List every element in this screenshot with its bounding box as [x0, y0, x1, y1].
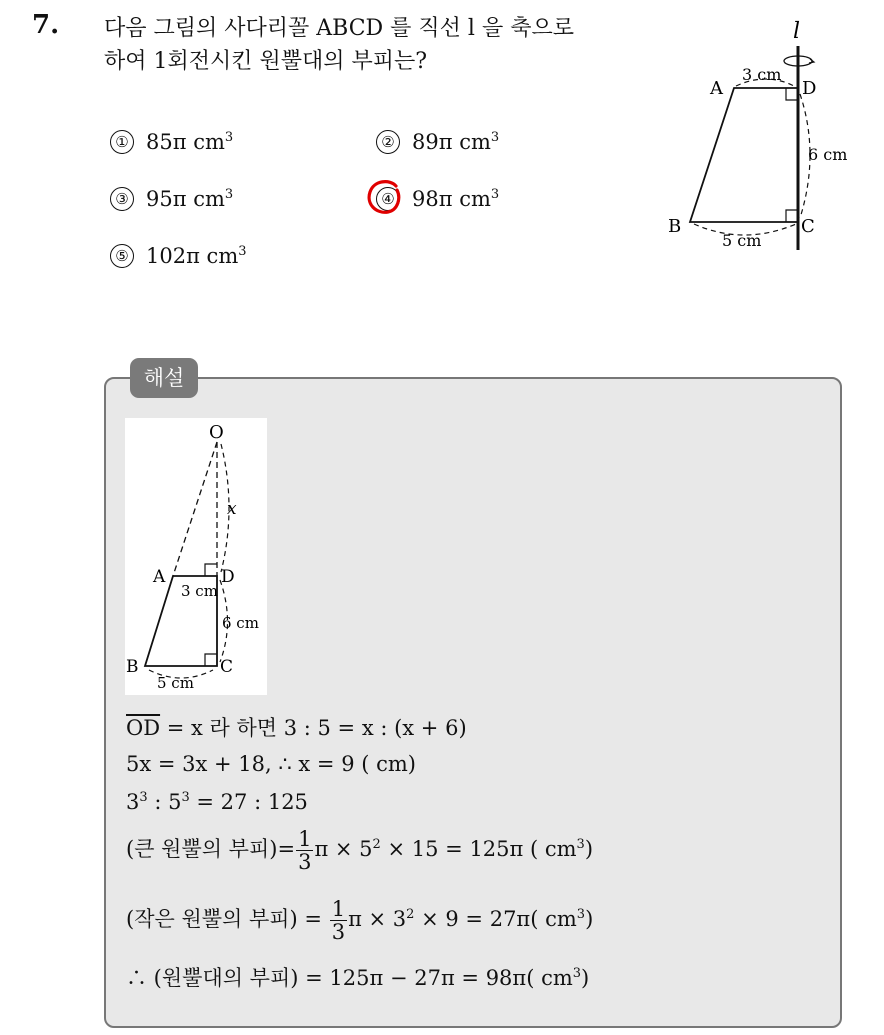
frustum-close: ) [581, 966, 590, 990]
big-cone-label: (큰 원뿔의 부피)= [126, 837, 296, 861]
axis-label: l [793, 19, 801, 44]
choice-2[interactable] [376, 130, 499, 154]
choice-5-number: ⑤ [110, 244, 134, 268]
choice-1[interactable] [110, 130, 233, 154]
choice-5[interactable] [110, 244, 247, 268]
choice-3-number: ③ [110, 187, 134, 211]
frustum-volume: ∴ (원뿔대의 부피) = 125π − 27π = 98π( cm [126, 966, 573, 990]
choice-1-exp: 3 [224, 130, 234, 145]
question-text [104, 12, 574, 78]
small-cone-cube: 3 [576, 907, 586, 922]
big-cone-cube: 3 [576, 837, 585, 852]
question-number: 7. [32, 10, 60, 40]
label-D: D [802, 78, 817, 99]
fig2-label-C: C [220, 657, 234, 677]
solution-line-2: 5x = 3x + 18, ∴ x = 9 ( cm) [126, 752, 416, 776]
answer-circle-mark [366, 178, 402, 216]
solution-line-5 [126, 898, 593, 943]
trapezoid-shape [690, 88, 798, 222]
small-cone-sq: 2 [406, 907, 415, 922]
solution-line-3 [126, 790, 308, 814]
fig2-length-top: 3 cm [181, 582, 218, 600]
frustum-cube: 3 [572, 966, 582, 981]
choice-4-number: ④ [376, 187, 400, 211]
label-C: C [801, 216, 815, 237]
ratio-result: = 27 : 125 [189, 790, 308, 814]
choice-4-text: 98π cm [412, 187, 491, 211]
frac-num-b: 1 [331, 897, 346, 921]
big-cone-close: ) [584, 837, 594, 861]
length-top: 3 cm [742, 65, 782, 84]
fig2-label-O: O [209, 422, 224, 443]
question-line-2: 하여 1회전시킨 원뿔대의 부피는? [104, 49, 428, 74]
choice-5-text: 102π cm [146, 244, 239, 268]
choice-2-text: 89π cm [412, 130, 491, 154]
length-right: 6 cm [808, 145, 848, 164]
small-cone-result: × 9 = 27π( cm [414, 907, 577, 931]
choice-2-number: ② [376, 130, 400, 154]
small-cone-expr: π × 3 [348, 907, 407, 931]
choice-3[interactable] [110, 187, 233, 211]
solution-badge: 해설 [130, 358, 198, 398]
choice-5-exp: 3 [238, 244, 247, 259]
ratio-base-3: 3 [126, 790, 140, 814]
fraction-1-3-b [330, 898, 347, 943]
frac-den-b: 3 [331, 920, 346, 944]
fig2-label-D: D [221, 567, 235, 587]
solution-line-1-rest: = x 라 하면 3 : 5 = x : (x + 6) [160, 716, 467, 740]
frac-num: 1 [298, 827, 312, 851]
solution-line-1 [126, 712, 467, 742]
choice-1-number: ① [110, 130, 134, 154]
choice-2-exp: 3 [490, 130, 500, 145]
fig2-label-B: B [126, 657, 139, 677]
frac-den: 3 [298, 850, 312, 874]
choice-3-exp: 3 [224, 187, 234, 202]
question-line-1: 다음 그림의 사다리꼴 ABCD 를 직선 l 을 축으로 [104, 16, 574, 41]
choice-1-text: 85π cm [146, 130, 225, 154]
fig2-length-bottom: 5 cm [157, 674, 194, 692]
choice-3-text: 95π cm [146, 187, 225, 211]
cone-figure [125, 418, 267, 695]
fig2-length-right: 6 cm [222, 614, 259, 632]
label-A: A [710, 78, 723, 99]
length-bottom: 5 cm [722, 231, 762, 250]
solution-line-6 [126, 962, 589, 992]
label-B: B [668, 216, 682, 237]
small-cone-label: (작은 원뿔의 부피) = [126, 907, 329, 931]
fraction-1-3 [296, 828, 313, 873]
fig2-label-x: x [227, 499, 237, 519]
big-cone-sq: 2 [372, 837, 381, 852]
ratio-exp-2: 3 [181, 790, 190, 805]
trapezoid-figure [660, 14, 860, 254]
fig2-label-A: A [153, 567, 166, 587]
big-cone-expr: π × 5 [314, 837, 373, 861]
big-cone-result: × 15 = 125π ( cm [380, 837, 577, 861]
choice-4-exp: 3 [490, 187, 500, 202]
small-cone-close: ) [585, 907, 594, 931]
ratio-exp-1: 3 [139, 790, 148, 805]
solution-line-4 [126, 828, 593, 873]
ratio-base-5: : 5 [147, 790, 182, 814]
segment-od: $\overline{OD}$ [126, 716, 161, 740]
